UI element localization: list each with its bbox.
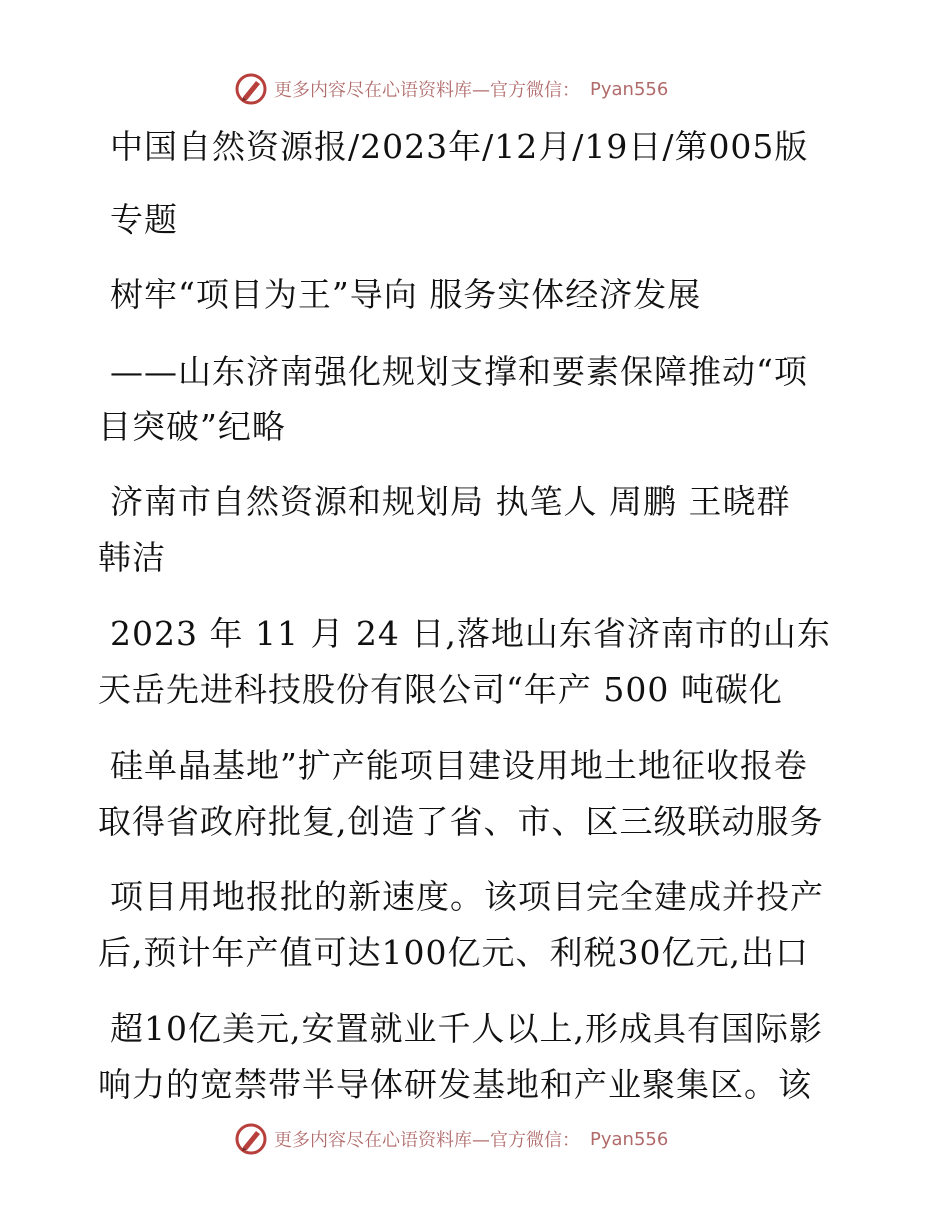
byline-line-2: 韩洁: [98, 538, 166, 577]
subtitle-line-1: ——山东济南强化规划支撑和要素保障推动“项: [110, 352, 808, 391]
watermark-text: 更多内容尽在心语资料库—官方微信：: [274, 1130, 580, 1151]
watermark-text: 更多内容尽在心语资料库—官方微信：: [274, 80, 580, 101]
byline-line-1: 济南市自然资源和规划局 执笔人 周鹏 王晓群: [110, 482, 791, 521]
body-line: 超10亿美元,安置就业千人以上,形成具有国际影: [110, 1009, 823, 1048]
watermark-wechat-id: Pyan556: [590, 1128, 669, 1150]
body-line: 硅单晶基地”扩产能项目建设用地土地征收报卷: [110, 746, 808, 785]
pen-circle-icon: [234, 1122, 268, 1156]
headline: 树牢“项目为王”导向 服务实体经济发展: [110, 275, 702, 314]
subtitle-line-2: 目突破”纪略: [98, 407, 286, 446]
section-label: 专题: [110, 200, 178, 239]
watermark-wechat-id: Pyan556: [590, 78, 669, 100]
footer-watermark: [234, 1120, 754, 1158]
body-line: 2023 年 11 月 24 日,落地山东省济南市的山东: [110, 614, 831, 653]
body-line: 响力的宽禁带半导体研发基地和产业聚集区。该: [98, 1065, 812, 1104]
body-line: 取得省政府批复,创造了省、市、区三级联动服务: [98, 802, 824, 841]
pen-circle-icon: [234, 72, 268, 106]
body-line: 后,预计年产值可达100亿元、利税30亿元,出口: [98, 933, 809, 972]
body-line: 项目用地报批的新速度。该项目完全建成并投产: [110, 877, 824, 916]
header-watermark: [234, 70, 754, 108]
source-line: 中国自然资源报/2023年/12月/19日/第005版: [110, 127, 809, 166]
body-line: 天岳先进科技股份有限公司“年产 500 吨碳化: [98, 670, 783, 709]
